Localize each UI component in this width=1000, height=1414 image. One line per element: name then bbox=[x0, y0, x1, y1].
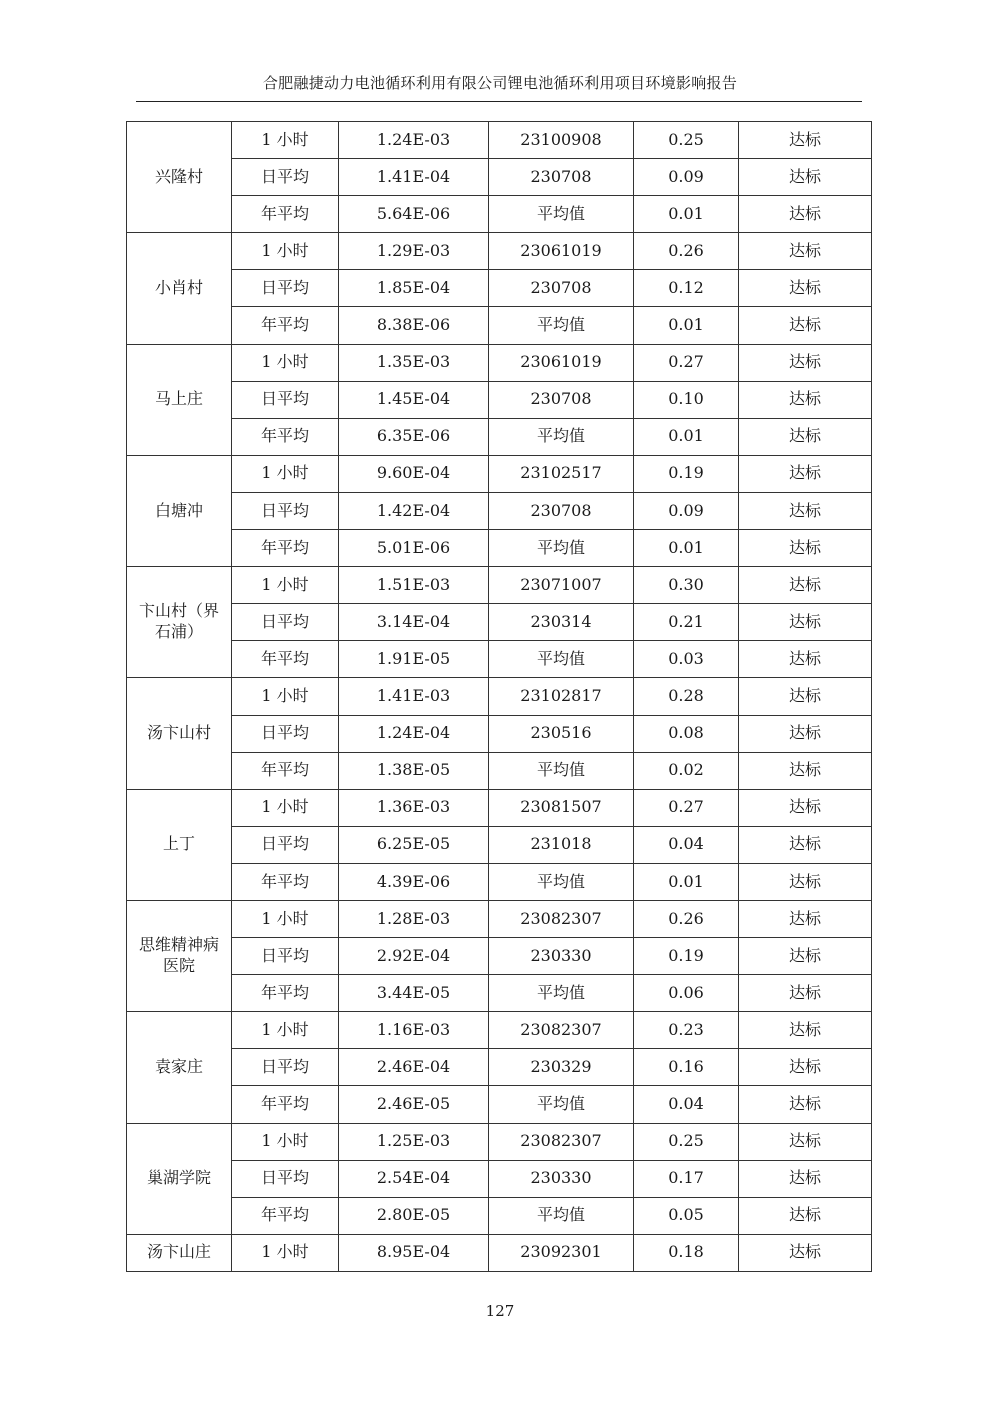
ratio-cell: 0.21 bbox=[634, 604, 739, 641]
ratio-cell: 0.09 bbox=[634, 492, 739, 529]
occurrence-time-cell: 平均值 bbox=[489, 641, 634, 678]
ratio-cell: 0.05 bbox=[634, 1197, 739, 1234]
site-name-cell: 汤卞山庄 bbox=[127, 1234, 232, 1271]
page-number: 127 bbox=[485, 1302, 515, 1320]
table-row bbox=[127, 159, 872, 196]
table-row bbox=[127, 1123, 872, 1160]
occurrence-time-cell: 231018 bbox=[489, 826, 634, 863]
occurrence-time-cell: 230708 bbox=[489, 159, 634, 196]
period-cell: 1 小时 bbox=[232, 567, 339, 604]
concentration-cell: 8.95E-04 bbox=[339, 1234, 489, 1271]
table-row bbox=[127, 418, 872, 455]
site-name-cell: 思维精神病医院 bbox=[127, 900, 232, 1011]
ratio-cell: 0.04 bbox=[634, 826, 739, 863]
header-divider bbox=[136, 101, 862, 102]
table-row bbox=[127, 752, 872, 789]
table-row bbox=[127, 567, 872, 604]
occurrence-time-cell: 23061019 bbox=[489, 344, 634, 381]
table-row bbox=[127, 196, 872, 233]
status-cell: 达标 bbox=[739, 752, 872, 789]
table-row bbox=[127, 975, 872, 1012]
site-name-cell: 马上庄 bbox=[127, 344, 232, 455]
status-cell: 达标 bbox=[739, 455, 872, 492]
status-cell: 达标 bbox=[739, 789, 872, 826]
ratio-cell: 0.01 bbox=[634, 863, 739, 900]
occurrence-time-cell: 23082307 bbox=[489, 1123, 634, 1160]
status-cell: 达标 bbox=[739, 1160, 872, 1197]
status-cell: 达标 bbox=[739, 381, 872, 418]
concentration-cell: 1.38E-05 bbox=[339, 752, 489, 789]
table-row bbox=[127, 715, 872, 752]
period-cell: 年平均 bbox=[232, 641, 339, 678]
period-cell: 日平均 bbox=[232, 159, 339, 196]
table-row bbox=[127, 122, 872, 159]
table-row bbox=[127, 344, 872, 381]
ratio-cell: 0.04 bbox=[634, 1086, 739, 1123]
table-row bbox=[127, 492, 872, 529]
period-cell: 年平均 bbox=[232, 1197, 339, 1234]
site-name-cell: 上丁 bbox=[127, 789, 232, 900]
period-cell: 年平均 bbox=[232, 1086, 339, 1123]
ratio-cell: 0.25 bbox=[634, 1123, 739, 1160]
concentration-cell: 5.01E-06 bbox=[339, 530, 489, 567]
ratio-cell: 0.08 bbox=[634, 715, 739, 752]
occurrence-time-cell: 平均值 bbox=[489, 863, 634, 900]
occurrence-time-cell: 230330 bbox=[489, 938, 634, 975]
occurrence-time-cell: 230516 bbox=[489, 715, 634, 752]
ratio-cell: 0.18 bbox=[634, 1234, 739, 1271]
ratio-cell: 0.19 bbox=[634, 455, 739, 492]
period-cell: 日平均 bbox=[232, 715, 339, 752]
ratio-cell: 0.12 bbox=[634, 270, 739, 307]
status-cell: 达标 bbox=[739, 938, 872, 975]
table-row bbox=[127, 1234, 872, 1271]
concentration-cell: 1.28E-03 bbox=[339, 900, 489, 937]
concentration-cell: 2.46E-05 bbox=[339, 1086, 489, 1123]
occurrence-time-cell: 230708 bbox=[489, 381, 634, 418]
status-cell: 达标 bbox=[739, 530, 872, 567]
ratio-cell: 0.17 bbox=[634, 1160, 739, 1197]
results-table bbox=[126, 121, 872, 1272]
ratio-cell: 0.23 bbox=[634, 1012, 739, 1049]
concentration-cell: 1.41E-04 bbox=[339, 159, 489, 196]
occurrence-time-cell: 230330 bbox=[489, 1160, 634, 1197]
ratio-cell: 0.01 bbox=[634, 418, 739, 455]
occurrence-time-cell: 23100908 bbox=[489, 122, 634, 159]
site-name-cell: 袁家庄 bbox=[127, 1012, 232, 1123]
period-cell: 日平均 bbox=[232, 938, 339, 975]
period-cell: 年平均 bbox=[232, 975, 339, 1012]
concentration-cell: 1.35E-03 bbox=[339, 344, 489, 381]
table-row bbox=[127, 1160, 872, 1197]
occurrence-time-cell: 平均值 bbox=[489, 1197, 634, 1234]
occurrence-time-cell: 平均值 bbox=[489, 418, 634, 455]
occurrence-time-cell: 23082307 bbox=[489, 1012, 634, 1049]
table-row bbox=[127, 604, 872, 641]
period-cell: 1 小时 bbox=[232, 344, 339, 381]
status-cell: 达标 bbox=[739, 863, 872, 900]
concentration-cell: 1.51E-03 bbox=[339, 567, 489, 604]
concentration-cell: 1.41E-03 bbox=[339, 678, 489, 715]
table-row bbox=[127, 641, 872, 678]
occurrence-time-cell: 230708 bbox=[489, 270, 634, 307]
ratio-cell: 0.30 bbox=[634, 567, 739, 604]
table-row bbox=[127, 678, 872, 715]
period-cell: 1 小时 bbox=[232, 678, 339, 715]
occurrence-time-cell: 23082307 bbox=[489, 900, 634, 937]
status-cell: 达标 bbox=[739, 1049, 872, 1086]
concentration-cell: 8.38E-06 bbox=[339, 307, 489, 344]
period-cell: 日平均 bbox=[232, 826, 339, 863]
occurrence-time-cell: 平均值 bbox=[489, 752, 634, 789]
status-cell: 达标 bbox=[739, 604, 872, 641]
ratio-cell: 0.19 bbox=[634, 938, 739, 975]
ratio-cell: 0.28 bbox=[634, 678, 739, 715]
concentration-cell: 1.91E-05 bbox=[339, 641, 489, 678]
concentration-cell: 6.25E-05 bbox=[339, 826, 489, 863]
period-cell: 1 小时 bbox=[232, 789, 339, 826]
occurrence-time-cell: 23102517 bbox=[489, 455, 634, 492]
concentration-cell: 2.54E-04 bbox=[339, 1160, 489, 1197]
concentration-cell: 1.24E-04 bbox=[339, 715, 489, 752]
site-name-cell: 汤卞山村 bbox=[127, 678, 232, 789]
occurrence-time-cell: 23071007 bbox=[489, 567, 634, 604]
ratio-cell: 0.10 bbox=[634, 381, 739, 418]
concentration-cell: 1.25E-03 bbox=[339, 1123, 489, 1160]
status-cell: 达标 bbox=[739, 196, 872, 233]
ratio-cell: 0.27 bbox=[634, 789, 739, 826]
table-row bbox=[127, 863, 872, 900]
table-row bbox=[127, 530, 872, 567]
occurrence-time-cell: 230329 bbox=[489, 1049, 634, 1086]
period-cell: 日平均 bbox=[232, 604, 339, 641]
table-row bbox=[127, 455, 872, 492]
ratio-cell: 0.26 bbox=[634, 233, 739, 270]
period-cell: 1 小时 bbox=[232, 455, 339, 492]
table-row bbox=[127, 233, 872, 270]
occurrence-time-cell: 23061019 bbox=[489, 233, 634, 270]
status-cell: 达标 bbox=[739, 641, 872, 678]
status-cell: 达标 bbox=[739, 1234, 872, 1271]
ratio-cell: 0.27 bbox=[634, 344, 739, 381]
occurrence-time-cell: 平均值 bbox=[489, 196, 634, 233]
status-cell: 达标 bbox=[739, 159, 872, 196]
status-cell: 达标 bbox=[739, 418, 872, 455]
period-cell: 1 小时 bbox=[232, 1234, 339, 1271]
site-name-cell: 兴隆村 bbox=[127, 122, 232, 233]
period-cell: 1 小时 bbox=[232, 900, 339, 937]
table-row bbox=[127, 1049, 872, 1086]
period-cell: 年平均 bbox=[232, 418, 339, 455]
table-row bbox=[127, 1012, 872, 1049]
occurrence-time-cell: 平均值 bbox=[489, 530, 634, 567]
status-cell: 达标 bbox=[739, 715, 872, 752]
status-cell: 达标 bbox=[739, 900, 872, 937]
concentration-cell: 1.85E-04 bbox=[339, 270, 489, 307]
occurrence-time-cell: 23081507 bbox=[489, 789, 634, 826]
period-cell: 1 小时 bbox=[232, 122, 339, 159]
period-cell: 日平均 bbox=[232, 270, 339, 307]
period-cell: 年平均 bbox=[232, 196, 339, 233]
ratio-cell: 0.01 bbox=[634, 530, 739, 567]
concentration-cell: 1.42E-04 bbox=[339, 492, 489, 529]
ratio-cell: 0.01 bbox=[634, 196, 739, 233]
concentration-cell: 3.14E-04 bbox=[339, 604, 489, 641]
period-cell: 日平均 bbox=[232, 1160, 339, 1197]
ratio-cell: 0.25 bbox=[634, 122, 739, 159]
concentration-cell: 1.16E-03 bbox=[339, 1012, 489, 1049]
status-cell: 达标 bbox=[739, 1123, 872, 1160]
concentration-cell: 2.92E-04 bbox=[339, 938, 489, 975]
report-header-title: 合肥融捷动力电池循环利用有限公司锂电池循环利用项目环境影响报告 bbox=[262, 74, 738, 92]
status-cell: 达标 bbox=[739, 122, 872, 159]
period-cell: 日平均 bbox=[232, 381, 339, 418]
occurrence-time-cell: 平均值 bbox=[489, 307, 634, 344]
status-cell: 达标 bbox=[739, 307, 872, 344]
occurrence-time-cell: 23102817 bbox=[489, 678, 634, 715]
period-cell: 年平均 bbox=[232, 863, 339, 900]
concentration-cell: 1.29E-03 bbox=[339, 233, 489, 270]
occurrence-time-cell: 平均值 bbox=[489, 1086, 634, 1123]
concentration-cell: 6.35E-06 bbox=[339, 418, 489, 455]
ratio-cell: 0.03 bbox=[634, 641, 739, 678]
concentration-cell: 2.46E-04 bbox=[339, 1049, 489, 1086]
concentration-cell: 9.60E-04 bbox=[339, 455, 489, 492]
status-cell: 达标 bbox=[739, 233, 872, 270]
ratio-cell: 0.16 bbox=[634, 1049, 739, 1086]
period-cell: 年平均 bbox=[232, 530, 339, 567]
concentration-cell: 5.64E-06 bbox=[339, 196, 489, 233]
table-row bbox=[127, 826, 872, 863]
status-cell: 达标 bbox=[739, 678, 872, 715]
table-row bbox=[127, 900, 872, 937]
concentration-cell: 1.24E-03 bbox=[339, 122, 489, 159]
table-row bbox=[127, 1197, 872, 1234]
site-name-cell: 小肖村 bbox=[127, 233, 232, 344]
period-cell: 1 小时 bbox=[232, 233, 339, 270]
concentration-cell: 1.45E-04 bbox=[339, 381, 489, 418]
ratio-cell: 0.02 bbox=[634, 752, 739, 789]
ratio-cell: 0.26 bbox=[634, 900, 739, 937]
ratio-cell: 0.01 bbox=[634, 307, 739, 344]
status-cell: 达标 bbox=[739, 975, 872, 1012]
status-cell: 达标 bbox=[739, 344, 872, 381]
occurrence-time-cell: 230708 bbox=[489, 492, 634, 529]
period-cell: 1 小时 bbox=[232, 1123, 339, 1160]
occurrence-time-cell: 23092301 bbox=[489, 1234, 634, 1271]
table-row bbox=[127, 381, 872, 418]
table-row bbox=[127, 1086, 872, 1123]
period-cell: 1 小时 bbox=[232, 1012, 339, 1049]
table-row bbox=[127, 307, 872, 344]
status-cell: 达标 bbox=[739, 1197, 872, 1234]
status-cell: 达标 bbox=[739, 1086, 872, 1123]
site-name-cell: 卞山村（界石浦） bbox=[127, 567, 232, 678]
table-row bbox=[127, 270, 872, 307]
status-cell: 达标 bbox=[739, 826, 872, 863]
status-cell: 达标 bbox=[739, 492, 872, 529]
table-row bbox=[127, 789, 872, 826]
status-cell: 达标 bbox=[739, 1012, 872, 1049]
status-cell: 达标 bbox=[739, 567, 872, 604]
period-cell: 日平均 bbox=[232, 492, 339, 529]
concentration-cell: 3.44E-05 bbox=[339, 975, 489, 1012]
occurrence-time-cell: 230314 bbox=[489, 604, 634, 641]
table-row bbox=[127, 938, 872, 975]
concentration-cell: 4.39E-06 bbox=[339, 863, 489, 900]
concentration-cell: 2.80E-05 bbox=[339, 1197, 489, 1234]
occurrence-time-cell: 平均值 bbox=[489, 975, 634, 1012]
concentration-cell: 1.36E-03 bbox=[339, 789, 489, 826]
site-name-cell: 巢湖学院 bbox=[127, 1123, 232, 1234]
ratio-cell: 0.06 bbox=[634, 975, 739, 1012]
ratio-cell: 0.09 bbox=[634, 159, 739, 196]
period-cell: 年平均 bbox=[232, 752, 339, 789]
period-cell: 日平均 bbox=[232, 1049, 339, 1086]
period-cell: 年平均 bbox=[232, 307, 339, 344]
status-cell: 达标 bbox=[739, 270, 872, 307]
site-name-cell: 白塘冲 bbox=[127, 455, 232, 566]
